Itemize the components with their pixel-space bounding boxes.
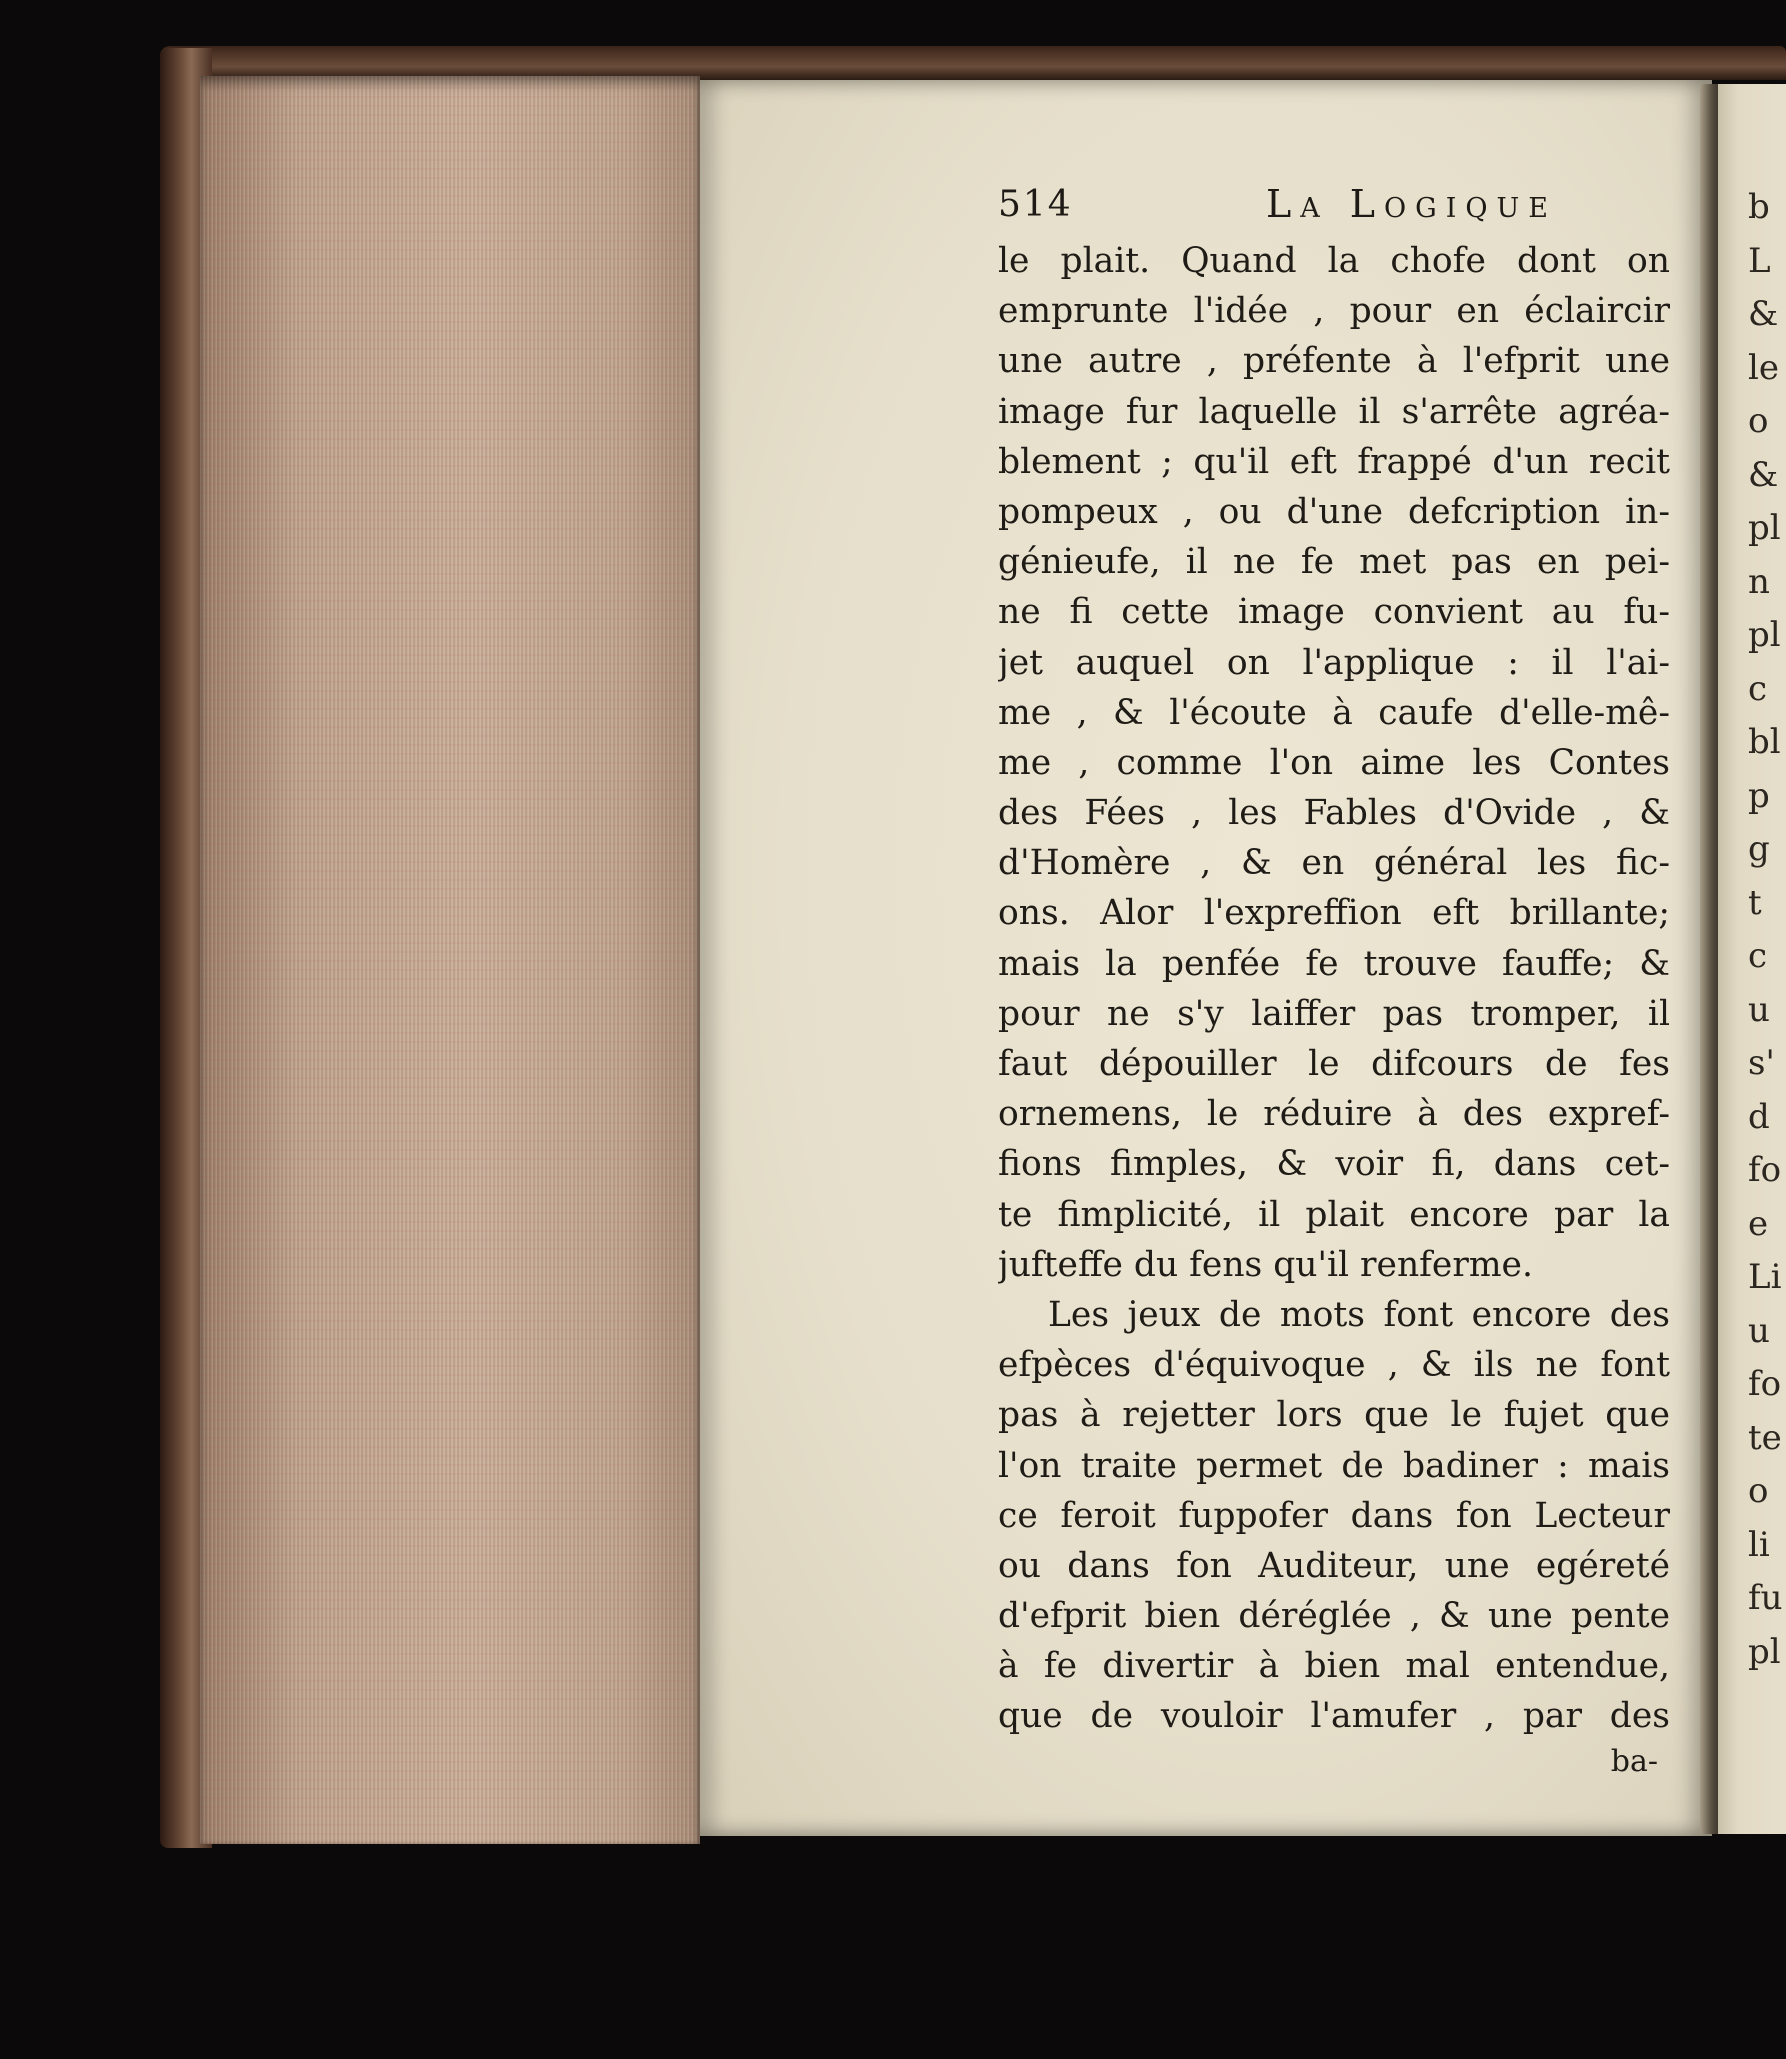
text-line: blement ; qu'il eft frappé d'un recit — [998, 441, 1670, 482]
next-page-fragment: o — [1748, 1471, 1769, 1511]
text-line: ornemens, le réduire à des expref- — [998, 1094, 1670, 1135]
text-line: jufteffe du fens qu'il renferme. — [998, 1244, 1533, 1285]
next-page-fragment: bl — [1748, 722, 1781, 762]
text-line: image fur laquelle il s'arrête agréa- — [998, 391, 1670, 432]
next-page-fragment: o — [1748, 401, 1769, 441]
book-top-edge — [160, 46, 1786, 80]
next-page-fragment: u — [1748, 989, 1770, 1030]
catchword: ba- — [1610, 1743, 1658, 1779]
page-edges-block — [200, 76, 700, 1844]
next-page-fragment: d — [1748, 1096, 1770, 1137]
next-page-fragment: li — [1748, 1524, 1770, 1565]
text-line: ou dans fon Auditeur, une egéreté — [998, 1545, 1670, 1586]
next-page-fragment: le — [1748, 347, 1779, 388]
text-line: fions fimples, & voir fi, dans cet- — [998, 1144, 1670, 1185]
text-line: efpèces d'équivoque , & ils ne font — [998, 1345, 1670, 1386]
running-head: La Logique — [1266, 182, 1558, 226]
text-line: d'efprit bien déréglée , & une pente — [998, 1596, 1670, 1637]
next-page-fragment: c — [1748, 668, 1768, 709]
text-line: ne fi cette image convient au fu- — [998, 592, 1670, 633]
page-number: 514 — [998, 184, 1073, 225]
next-page-fragment: s' — [1748, 1043, 1775, 1083]
next-page-fragment: te — [1748, 1417, 1782, 1458]
text-line: le plait. Quand la chofe dont on — [998, 241, 1670, 281]
text-line: faut dépouiller le difcours de fes — [998, 1044, 1670, 1084]
text-line: ce feroit fuppofer dans fon Lecteur — [998, 1495, 1670, 1536]
text-line: génieufe, il ne fe met pas en pei- — [998, 542, 1670, 583]
text-line: une autre , préfente à l'efprit une — [998, 341, 1670, 382]
next-page-fragment: pl — [1748, 508, 1781, 548]
text-line: jet auquel on l'applique : il l'ai- — [998, 642, 1670, 683]
text-line: des Fées , les Fables d'Ovide , & — [998, 793, 1670, 834]
next-page-fragment: t — [1748, 882, 1762, 923]
text-line: d'Homère , & en général les fic- — [998, 843, 1670, 884]
text-line: pas à rejetter lors que le fujet que — [998, 1395, 1670, 1436]
text-line: te fimplicité, il plait encore par la — [998, 1194, 1670, 1235]
text-line: me , comme l'on aime les Contes — [998, 742, 1670, 783]
next-page-fragment: fu — [1748, 1578, 1783, 1618]
next-page-fragment: g — [1748, 829, 1770, 869]
next-page-fragment: fo — [1748, 1364, 1782, 1404]
next-page-sliver — [1718, 84, 1786, 1834]
next-page-fragment: Li — [1748, 1257, 1782, 1297]
next-page-fragment: pl — [1748, 615, 1781, 655]
next-page-fragment: b — [1748, 187, 1770, 227]
next-page-fragment: c — [1748, 936, 1768, 976]
next-page-fragment: n — [1748, 561, 1770, 602]
text-line: pompeux , ou d'une defcription in- — [998, 491, 1670, 532]
text-line: ons. Alor l'expreffion eft brillante; — [998, 893, 1670, 934]
next-page-fragment: u — [1748, 1310, 1770, 1351]
body-text — [998, 236, 1670, 1742]
next-page-fragment: & — [1748, 454, 1779, 495]
text-line: mais la penfée fe trouve fauffe; & — [998, 943, 1670, 984]
next-page-fragment: & — [1748, 294, 1779, 334]
next-page-fragment: p — [1748, 775, 1770, 816]
text-line: que de vouloir l'amufer , par des — [998, 1696, 1670, 1737]
page-text-block — [998, 184, 1670, 1782]
text-line: l'on traite permet de badiner : mais — [998, 1445, 1670, 1486]
text-line: me , & l'écoute à caufe d'elle-mê- — [998, 692, 1670, 733]
next-page-fragment: L — [1748, 240, 1771, 281]
text-line: Les jeux de mots font encore des — [1048, 1294, 1670, 1335]
next-page-fragment: pl — [1748, 1631, 1781, 1672]
text-line: emprunte l'idée , pour en éclaircir — [998, 291, 1670, 332]
page-header — [998, 184, 1670, 236]
next-page-fragment: fo — [1748, 1150, 1782, 1190]
next-page-fragment: e — [1748, 1203, 1769, 1244]
text-line: pour ne s'y laiffer pas tromper, il — [998, 993, 1670, 1034]
text-line: à fe divertir à bien mal entendue, — [998, 1646, 1670, 1687]
